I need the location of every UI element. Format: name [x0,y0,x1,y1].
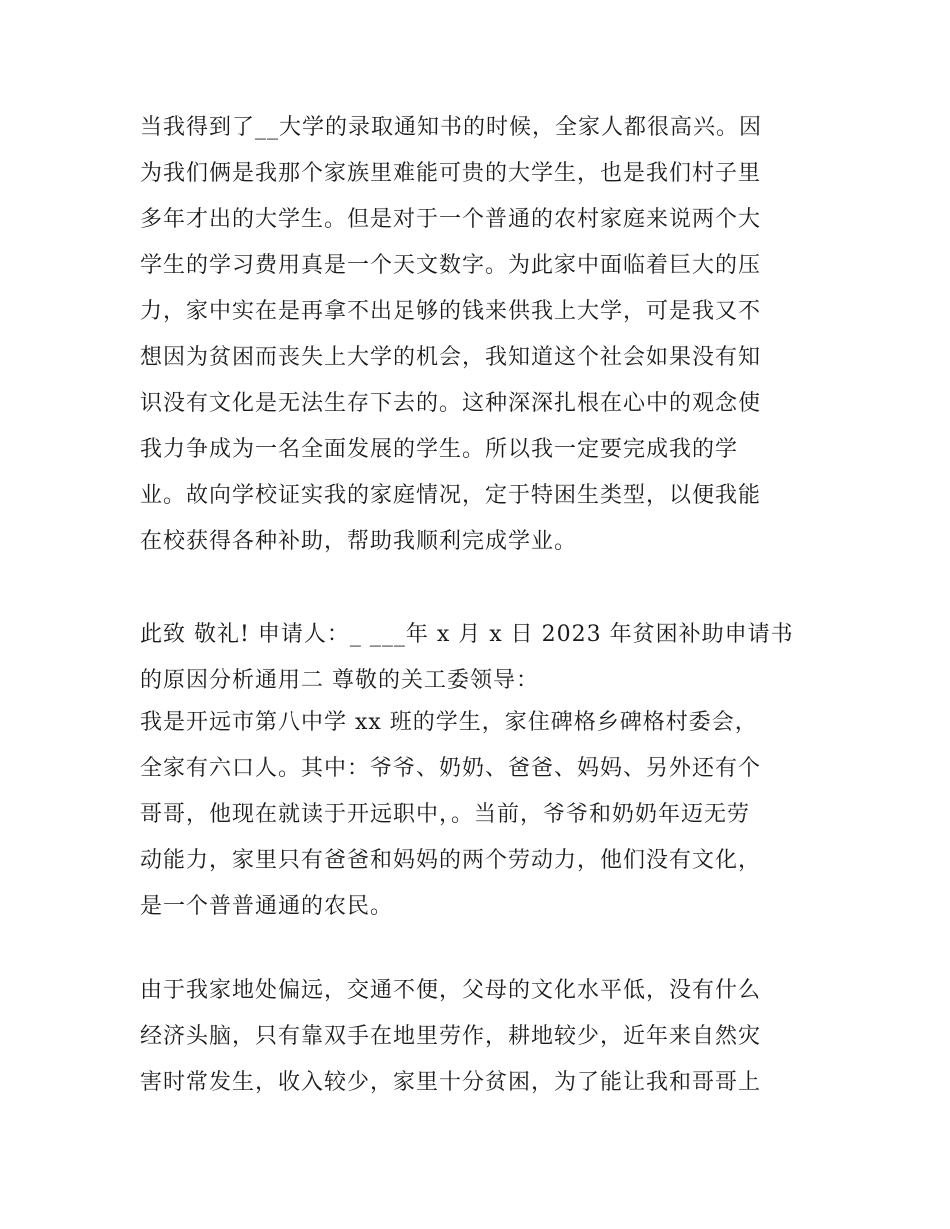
text-line: 由于我家地处偏远，交通不便，父母的文化水平低，没有什么 [140,978,762,1003]
text-line: 哥哥，他现在就读于开远职中，。当前，爷爷和奶奶年迈无劳 [140,802,751,827]
text-line: 我力争成为一名全面发展的学生。所以我一定要完成我的学 [140,437,739,462]
text-line: 是一个普普通通的农民。 [140,894,394,919]
text-line: 识没有文化是无法生存下去的。这种深深扎根在心中的观念使 [140,391,762,416]
text-line: 业。故向学校证实我的家庭情况，定于特困生类型，以便我能 [140,483,762,508]
paragraph-admission [140,105,830,565]
text-line: 为我们俩是我那个家族里难能可贵的大学生，也是我们村子里 [140,161,762,186]
text-line: 经济头脑，只有靠双手在地里劳作，耕地较少，近年来自然灾 [140,1024,762,1049]
text-line: 学生的学习费用真是一个天文数字。为此家中面临着巨大的压 [140,253,762,278]
text-line: 我是开远市第八中学 xx 班的学生，家住碑格乡碑格村委会， [140,710,758,735]
text-line: 全家有六口人。其中：爷爷、奶奶、爸爸、妈妈、另外还有个 [140,756,762,781]
text-line: 在校获得各种补助，帮助我顺利完成学业。 [140,529,578,554]
text-line: 当我得到了__大学的录取通知书的时候，全家人都很高兴。因 [140,115,763,140]
text-line: 力，家中实在是再拿不出足够的钱来供我上大学，可是我又不 [140,299,762,324]
text-line: 的原因分析通用二 尊敬的关工委领导： [140,668,539,693]
text-line: 动能力，家里只有爸爸和妈妈的两个劳动力，他们没有文化， [140,848,762,873]
paragraph-family-intro [140,700,830,930]
text-line: 此致 敬礼! 申请人：_ ___年 x 月 x 日 2023 年贫困补助申请书 [140,622,794,647]
text-line: 多年才出的大学生。但是对于一个普通的农村家庭来说两个大 [140,207,762,232]
paragraph-hardship [140,968,830,1106]
paragraph-closing-and-heading [140,612,830,704]
text-line: 想因为贫困而丧失上大学的机会，我知道这个社会如果没有知 [140,345,762,370]
text-line: 害时常发生，收入较少，家里十分贫困，为了能让我和哥哥上 [140,1070,762,1095]
